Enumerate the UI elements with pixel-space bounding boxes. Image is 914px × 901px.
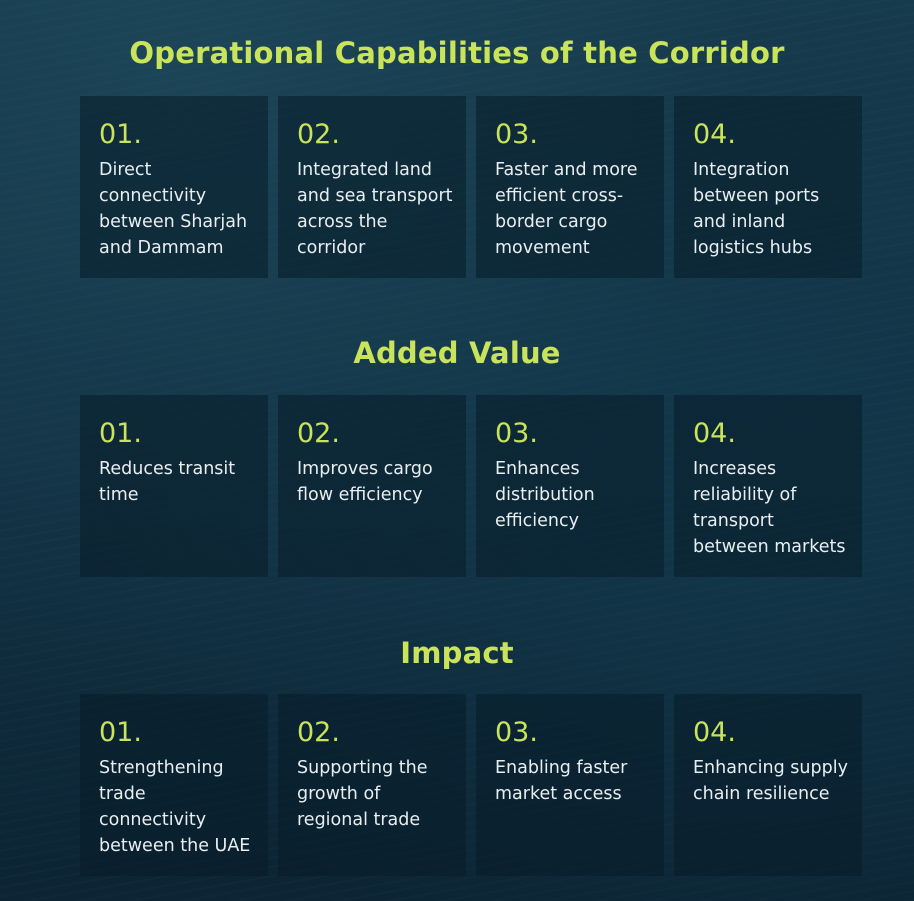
capability-card	[476, 96, 664, 278]
card-text: Strengthening trade connectivity between the UAE	[99, 758, 251, 856]
impact-card	[674, 694, 862, 876]
impact-card	[278, 694, 466, 876]
card-number: 04.	[693, 717, 736, 748]
capabilities-row	[80, 96, 862, 278]
card-number: 03.	[495, 119, 538, 150]
section-title-impact: Impact	[400, 636, 514, 670]
impact-card	[80, 694, 268, 876]
card-text: Enabling faster market access	[495, 758, 628, 804]
value-card	[80, 395, 268, 577]
impact-row	[80, 694, 862, 876]
card-number: 03.	[495, 717, 538, 748]
card-text: Increases reliability of transport between markets	[693, 459, 846, 557]
section-title-added-value: Added Value	[353, 336, 561, 370]
card-number: 02.	[297, 119, 340, 150]
card-text: Reduces transit time	[99, 459, 236, 505]
value-card	[476, 395, 664, 577]
card-number: 01.	[99, 119, 142, 150]
card-text: Improves cargo flow efficiency	[297, 459, 433, 505]
capability-card	[278, 96, 466, 278]
card-number: 04.	[693, 418, 736, 449]
added-value-row	[80, 395, 862, 577]
value-card	[278, 395, 466, 577]
card-number: 01.	[99, 717, 142, 748]
value-card	[674, 395, 862, 577]
card-number: 03.	[495, 418, 538, 449]
card-text: Enhancing supply chain resilience	[693, 758, 848, 804]
capability-card	[80, 96, 268, 278]
impact-card	[476, 694, 664, 876]
card-text: Integration between ports and inland logistics hubs	[693, 160, 820, 258]
capability-card	[674, 96, 862, 278]
card-text: Supporting the growth of regional trade	[297, 758, 428, 830]
card-text: Integrated land and sea transport across the corridor	[297, 160, 453, 258]
card-text: Enhances distribution efficiency	[495, 459, 595, 531]
card-number: 02.	[297, 717, 340, 748]
card-number: 01.	[99, 418, 142, 449]
section-title-operational-capabilities: Operational Capabilities of the Corridor	[129, 36, 785, 70]
card-number: 02.	[297, 418, 340, 449]
card-text: Direct connectivity between Sharjah and Dammam	[99, 160, 248, 258]
card-text: Faster and more efficient cross-border cargo movement	[495, 160, 638, 258]
card-number: 04.	[693, 119, 736, 150]
